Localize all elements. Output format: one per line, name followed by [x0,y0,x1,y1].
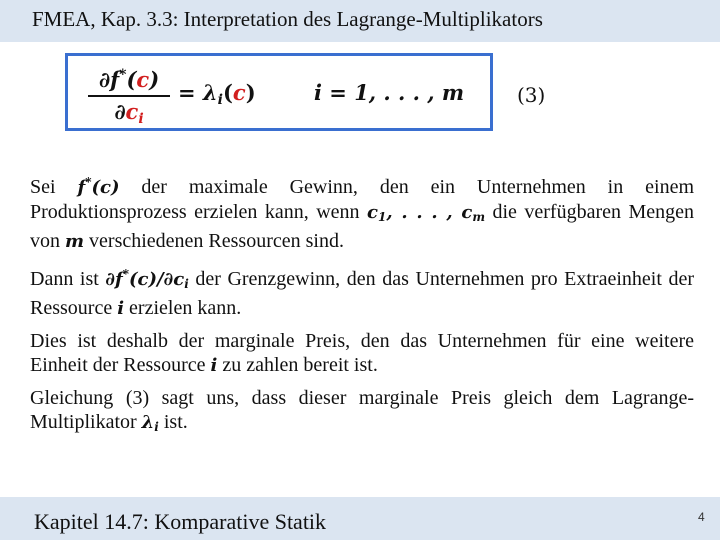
formula-rhs-arg: c [232,80,246,105]
page-number: 4 [698,510,705,524]
formula-box [65,53,493,131]
footer-bar [0,497,720,540]
formula-denominator: $\partial c_i$ [114,99,144,127]
equation-number: (3) [517,83,546,107]
formula-fraction [88,62,170,132]
fraction-bar [88,95,170,97]
paragraph-4: Gleichung (3) sagt uns, dass dieser marginale Preis gleich dem Lagrange-Multiplikator $\lambda_i$ ist. [30,387,694,434]
formula-index-range: i = 1, . . . , m [314,80,465,105]
formula-rhs: = $\lambda_i(c)$ [178,80,256,108]
paragraph-3: Dies ist deshalb der marginale Preis, den das Unternehmen für eine weitere Einheit der Ressource i zu zahlen bereit ist. [30,330,694,376]
slide-body [30,170,694,447]
footer-title: Kapitel 14.7: Komparative Statik [34,509,327,534]
header-bar [0,0,720,42]
paragraph-2: Dann ist $\partial f^*(c)/\partial c_i$ der Grenzgewinn, den das Unternehmen pro Extraeinheit der Ressource i erzielen kann. [30,267,695,319]
formula-numerator-arg: c [136,67,150,92]
slide-title: FMEA, Kap. 3.3: Interpretation des Lagrange-Multiplikators [32,7,543,31]
paragraph-1: Sei f*(c) der maximale Gewinn, den ein Unternehmen in einem Produktionsprozess erzielen kann, wenn $c_1$, . . . , $c_m$ die verfügbaren Mengen von m verschiedenen Ressourcen sind. [30,175,695,252]
formula-numerator: ∂f*(c) [98,67,160,92]
